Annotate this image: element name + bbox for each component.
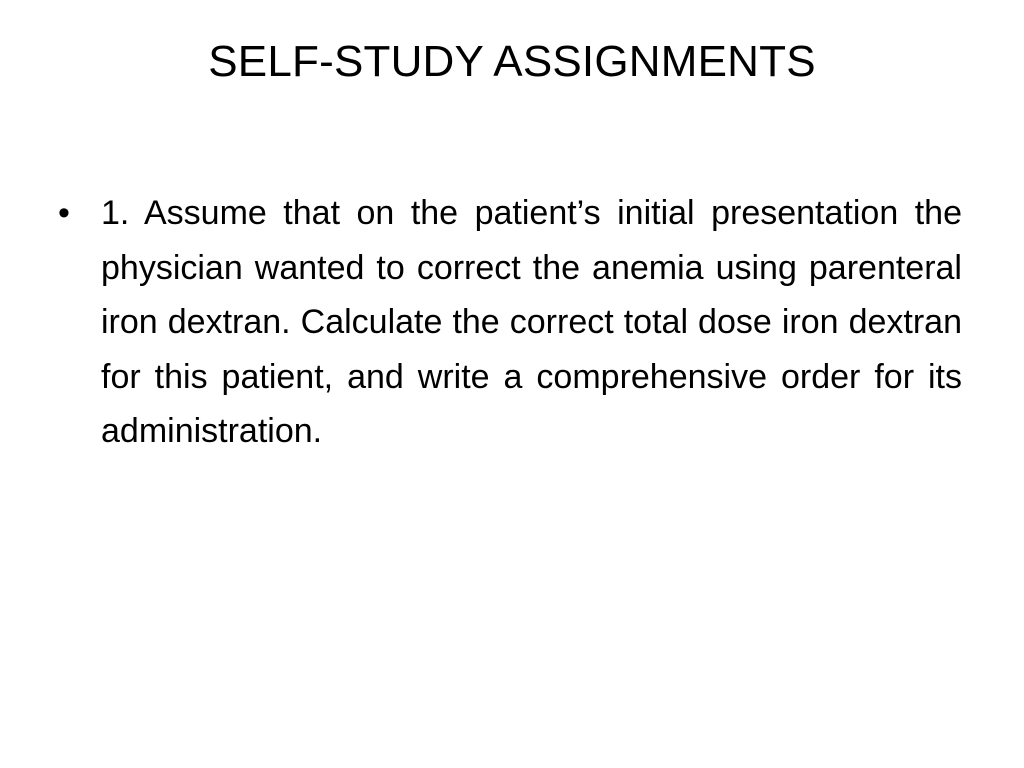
bullet-item [58, 186, 962, 459]
bullet-text: 1. Assume that on the patient’s initial presentation the physician wanted to correct the anemia using parenteral iron dextran. Calculate the correct total dose iron dextran for this patient, and write a comprehensive order for its administration. [101, 194, 962, 450]
bullet-list [58, 186, 962, 459]
slide-title: SELF-STUDY ASSIGNMENTS [208, 37, 816, 86]
bullet-marker: • [58, 194, 70, 232]
